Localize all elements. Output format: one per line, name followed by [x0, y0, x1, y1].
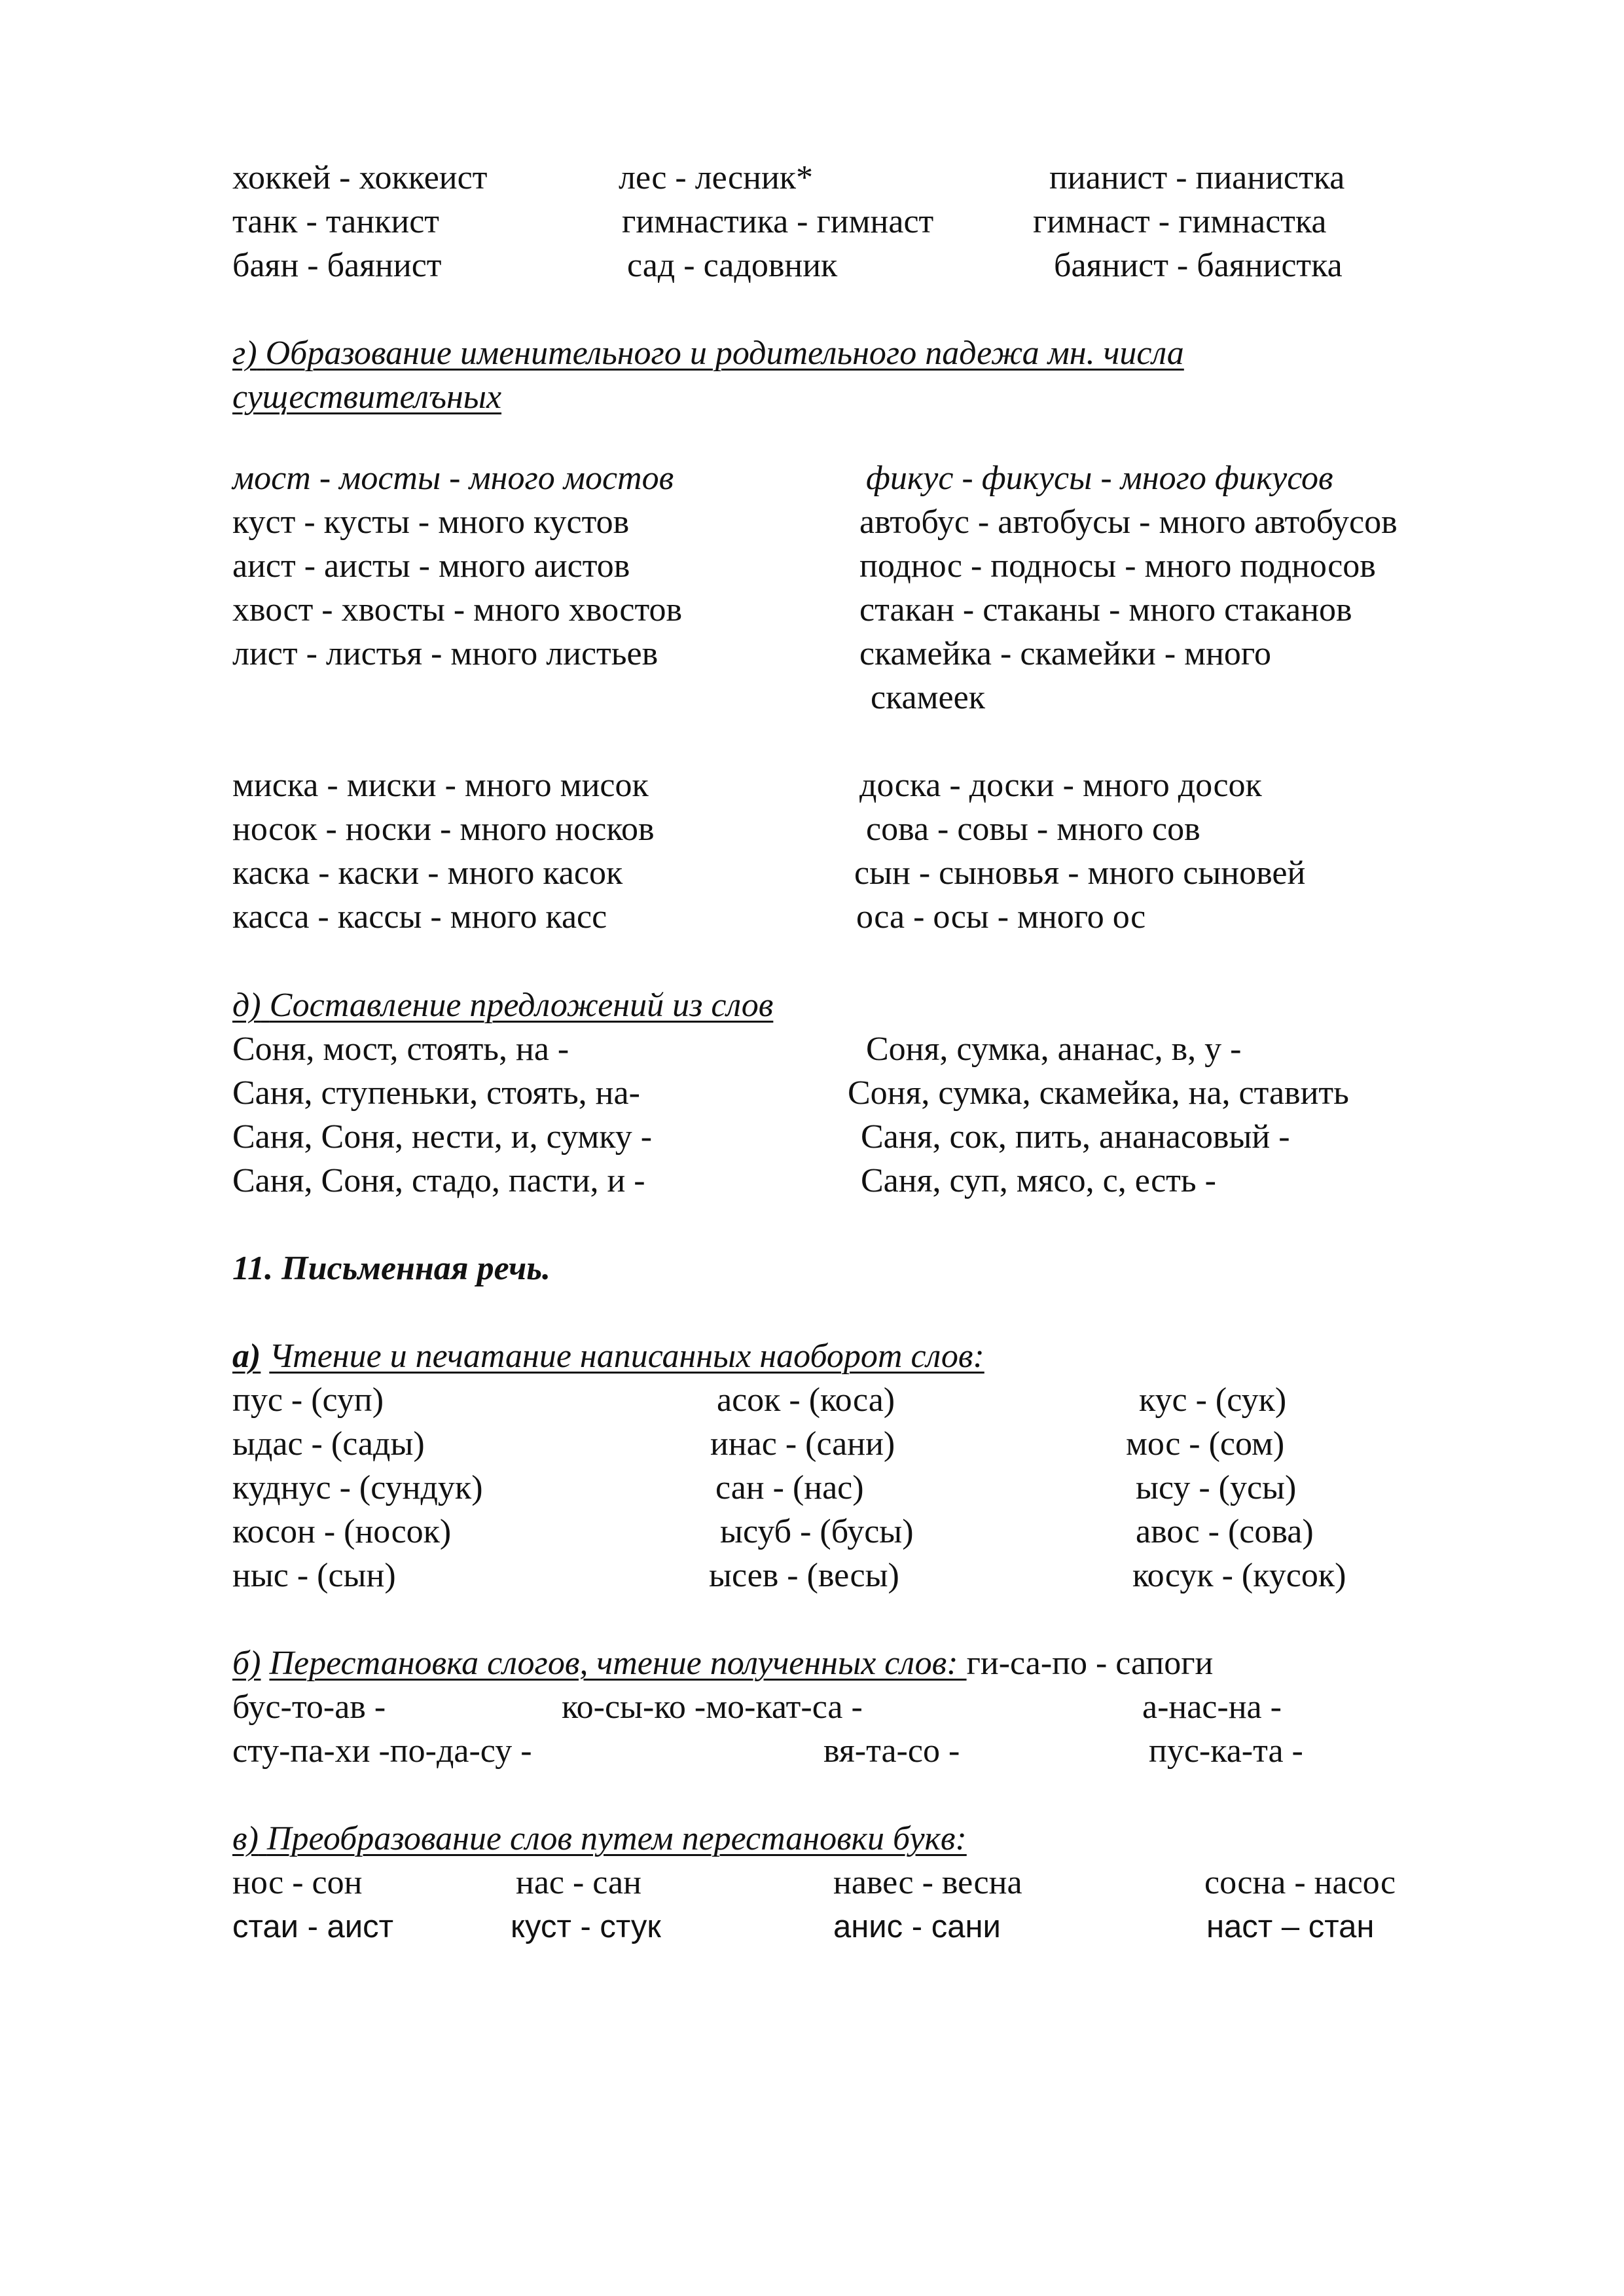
list-item: Саня, сок, пить, ананасовый - [861, 1118, 1290, 1156]
list-item: ысев - (весы) [709, 1557, 899, 1594]
section-letter: в) [232, 1820, 259, 1857]
list-item: вя-та-со - [823, 1732, 960, 1770]
list-item: скамейка - скамейки - много [859, 635, 1271, 672]
list-item: Соня, мост, стоять, на - [232, 1030, 569, 1068]
list-item: ысу - (усы) [1136, 1469, 1297, 1506]
list-item: хвост - хвосты - много хвостов [232, 591, 683, 629]
list-item: баянист - баянистка [1054, 247, 1343, 284]
list-item: Саня, суп, мясо, с, есть - [861, 1162, 1216, 1199]
list-item: сын - сыновья - много сыновей [854, 854, 1306, 892]
section-heading [232, 1337, 984, 1376]
list-item: а-нас-на - [1142, 1688, 1282, 1726]
example-left: мост - мосты - много мостов [232, 460, 674, 497]
section-title: Составление предложений из слов [269, 987, 774, 1024]
section-heading [232, 986, 773, 1025]
list-item: сад - садовник [627, 247, 838, 284]
section-letter: б) [232, 1645, 261, 1682]
section-heading [232, 334, 1184, 373]
list-item: косук - (кусок) [1132, 1557, 1346, 1594]
list-item: гимнаст - гимнастка [1033, 203, 1327, 240]
list-item: инас - (сани) [710, 1425, 895, 1463]
list-item: Соня, сумка, скамейка, на, ставить [848, 1074, 1349, 1112]
section-heading [232, 1644, 1213, 1683]
list-item: куст - кусты - много кустов [232, 503, 630, 541]
list-item: сан - (нас) [715, 1469, 864, 1506]
section-title: Образование именительного и родительного падежа мн. числа [265, 335, 1184, 372]
list-item: носок - носки - много носков [232, 811, 655, 848]
list-item: сова - совы - много сов [866, 811, 1200, 848]
list-item: аист - аисты - много аистов [232, 547, 630, 585]
section-letter: г) [232, 335, 257, 372]
section-letter: д) [232, 987, 261, 1024]
section-title-continued: существителъных [232, 378, 502, 416]
list-item: оса - осы - много ос [856, 898, 1146, 936]
list-item: Саня, ступеньки, стоять, на- [232, 1074, 640, 1112]
example-text: ги-са-по - сапоги [966, 1645, 1214, 1682]
list-item: куст - стук [511, 1909, 661, 1944]
list-item: гимнастика - гимнаст [622, 203, 934, 240]
list-item: скамеек [871, 679, 985, 716]
list-item: асок - (коса) [717, 1381, 895, 1419]
list-item: поднос - подносы - много подносов [859, 547, 1376, 585]
list-item: хоккей - хоккеист [232, 159, 488, 196]
list-item: нас - сан [516, 1864, 641, 1901]
example-right: фикус - фикусы - много фикусов [866, 460, 1333, 497]
list-item: сосна - насос [1204, 1864, 1396, 1901]
section-title: Преобразование слов путем перестановки букв: [266, 1820, 967, 1857]
list-item: кус - (сук) [1139, 1381, 1287, 1419]
list-item: танк - танкист [232, 203, 440, 240]
list-item: наст – стан [1206, 1909, 1375, 1944]
section-title: Перестановка слогов, чтение полученных слов: [269, 1645, 967, 1682]
list-item: Саня, Соня, нести, и, сумку - [232, 1118, 653, 1156]
list-item: анис - сани [833, 1909, 1001, 1944]
list-item: пус-ка-та - [1149, 1732, 1303, 1770]
list-item: доска - доски - много досок [859, 767, 1262, 804]
list-item: косон - (носок) [232, 1513, 452, 1550]
section-heading [232, 1819, 967, 1859]
chapter-heading: 11. Письменная речь. [232, 1250, 551, 1287]
list-item: баян - баянист [232, 247, 442, 284]
list-item: нос - сон [232, 1864, 363, 1901]
list-item: касса - кассы - много касс [232, 898, 607, 936]
list-item: куднус - (сундук) [232, 1469, 483, 1506]
section-title: Чтение и печатание написанных наоборот слов: [269, 1338, 984, 1375]
list-item: каска - каски - много касок [232, 854, 623, 892]
list-item: авос - (сова) [1136, 1513, 1314, 1550]
list-item: Саня, Соня, стадо, пасти, и - [232, 1162, 645, 1199]
section-letter: а) [232, 1338, 261, 1375]
list-item: бус-то-ав - [232, 1688, 386, 1726]
list-item: лес - лесник* [619, 159, 814, 196]
list-item: стакан - стаканы - много стаканов [859, 591, 1352, 629]
list-item: пианист - пианистка [1049, 159, 1345, 196]
list-item: автобус - автобусы - много автобусов [859, 503, 1398, 541]
list-item: ыдас - (сады) [232, 1425, 425, 1463]
list-item: ныс - (сын) [232, 1557, 396, 1594]
list-item: пус - (суп) [232, 1381, 384, 1419]
list-item: навес - весна [833, 1864, 1022, 1901]
list-item: мос - (сом) [1126, 1425, 1285, 1463]
list-item: ко-сы-ко -мо-кат-са - [562, 1688, 863, 1726]
list-item: Соня, сумка, ананас, в, у - [866, 1030, 1242, 1068]
list-item: сту-па-хи -по-да-су - [232, 1732, 532, 1770]
list-item: лист - листья - много листьев [232, 635, 659, 672]
list-item: ысуб - (бусы) [720, 1513, 914, 1550]
list-item: стаи - аист [232, 1909, 394, 1944]
list-item: миска - миски - много мисок [232, 767, 649, 804]
